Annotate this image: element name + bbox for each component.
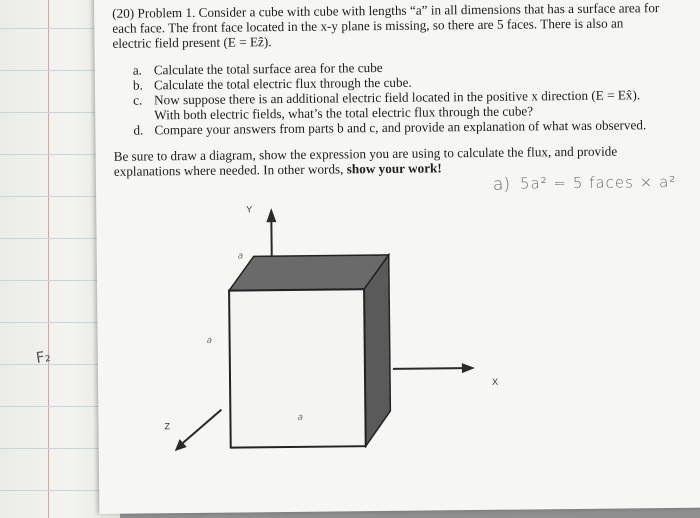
worksheet-page [94,0,700,514]
edge-label-top: a [237,251,244,262]
axis-label-x: X [492,376,499,387]
handwritten-answer-label: a) [492,174,511,195]
part-letter: c. [133,92,143,108]
part-text: Compare your answers from parts b and c, and provide an explanation of what was observed. [154,117,647,138]
instructions-text: explanations where needed. In other words, [113,161,347,179]
cube-front-opening [229,289,366,447]
part-letter: d. [133,122,144,138]
part-letter: a. [132,62,143,78]
x-axis-arrowhead [462,363,475,373]
cube-diagram [94,0,700,514]
part-text-continued: With both electric fields, what’s the total electric flux through the cube? [154,103,534,123]
cube-top-face [229,255,389,291]
problem-statement-line: (20) Problem 1. Consider a cube with cube with lengths “a” in all dimensions that has a surface area for [112,0,660,21]
part-text: Calculate the total electric flux through the cube. [153,74,412,93]
handwritten-answer-expression: 5a² = 5 faces × a² [519,172,677,193]
part-text: Calculate the total surface area for the cube [153,59,383,78]
instructions-emphasis: show your work! [346,160,442,177]
z-axis-line [182,410,221,443]
part-letter: b. [132,77,143,93]
y-axis-arrowhead [266,208,276,222]
notebook-margin-note: F₂ [34,347,52,367]
notebook-margin-line [48,0,49,518]
problem-statement-line: each face. The front face located in the x-y plane is missing, so there are 5 faces. There is also an [112,15,624,36]
instructions-line: Be sure to draw a diagram, show the expression you are using to calculate the flux, and provide [113,143,618,164]
axis-label-z: Z [164,421,171,432]
edge-label-bottom: a [297,412,303,423]
part-text: Now suppose there is an additional electric field located in the positive x direction (E = Ex̂). [154,87,641,108]
x-axis-line [393,368,464,369]
problem-statement-line: electric field present (E = Eẑ). [112,34,272,51]
axis-label-y: Y [246,204,253,215]
cube-side-face [364,255,391,446]
edge-label-left: a [206,335,213,346]
